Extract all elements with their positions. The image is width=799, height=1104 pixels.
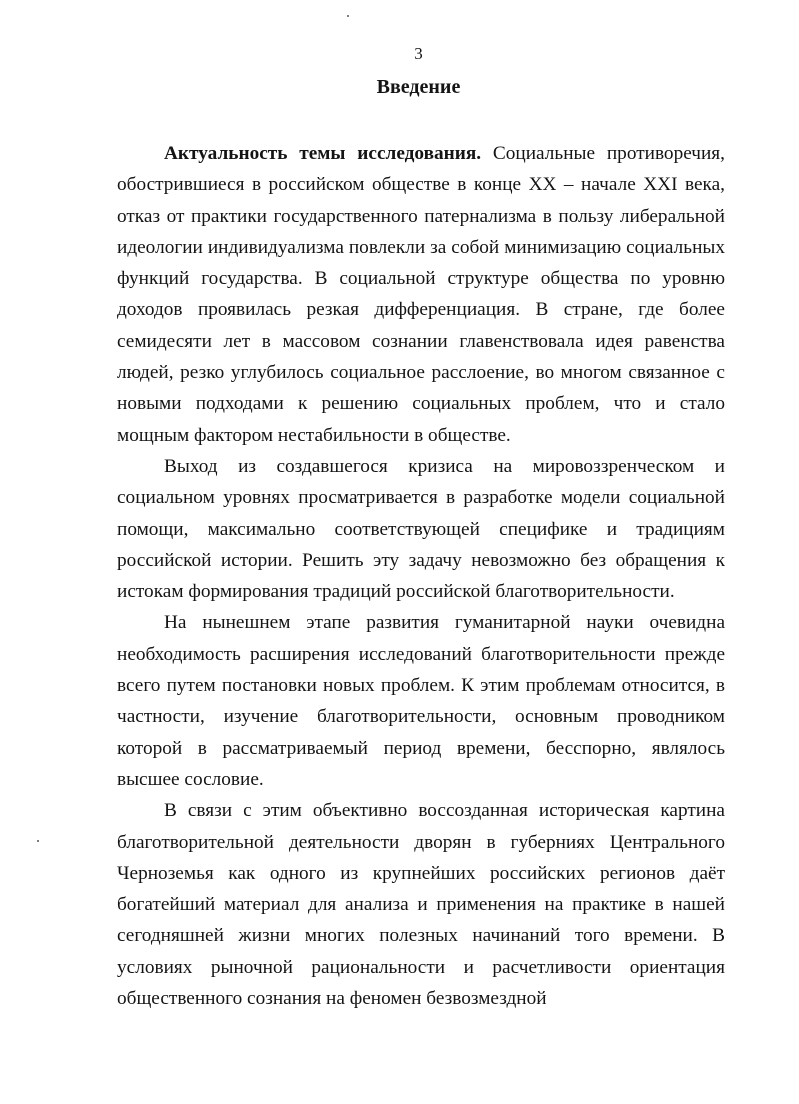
paragraph-text: Социальные противоречия, обострившиеся в российском обществе в конце XX – начале XXI века, отказ от практики государственного патернализма в пользу либеральной идеологии индивидуализма повлекли за собой минимизацию социальных функций государства. В социальной структуре общества по уровню доходов проявилась резкая дифференциация. В стране, где более семидесяти лет в массовом сознании главенствовала идея равенства людей, резко углубилось социальное расслоение, во многом связанное с новыми подходами к решению социальных проблем, что и стало мощным фактором нестабильности в обществе. [117,143,725,446]
paragraph-lead-bold: Актуальность темы исследования. [164,143,482,164]
paragraph-crisis-exit: Выход из создавшегося кризиса на мировоззренческом и социальном уровнях просматривается в разработке модели социальной помощи, максимально соответствующей специфике и традициям российской истории. Решить эту задачу невозможно без обращения к истокам формирования традиций российской благотворительности. [117,455,725,603]
scan-artifact-dot [37,840,39,842]
body-text [117,138,725,1014]
paragraph-relevance [117,138,725,451]
paragraph-historical-picture: В связи с этим объективно воссозданная историческая картина благотворительной деятельности дворян в губерниях Центрального Черноземья как одного из крупнейших российских регионов даёт богатейший материал для анализа и применения на практике в нашей сегодняшней жизни многих полезных начинаний того времени. В условиях рыночной рациональности и расчетливости ориентация общественного сознания на феномен безвозмездной [117,800,725,1010]
scan-artifact-dot [347,15,349,17]
section-heading: Введение [376,76,461,98]
paragraph-current-stage: На нынешнем этапе развития гуманитарной науки очевидна необходимость расширения исследований благотворительности прежде всего путем постановки новых проблем. К этим проблемам относится, в частности, изучение благотворительности, основным проводником которой в рассматриваемый период времени, бесспорно, являлось высшее сословие. [117,612,725,790]
page-number: 3 [414,44,423,63]
